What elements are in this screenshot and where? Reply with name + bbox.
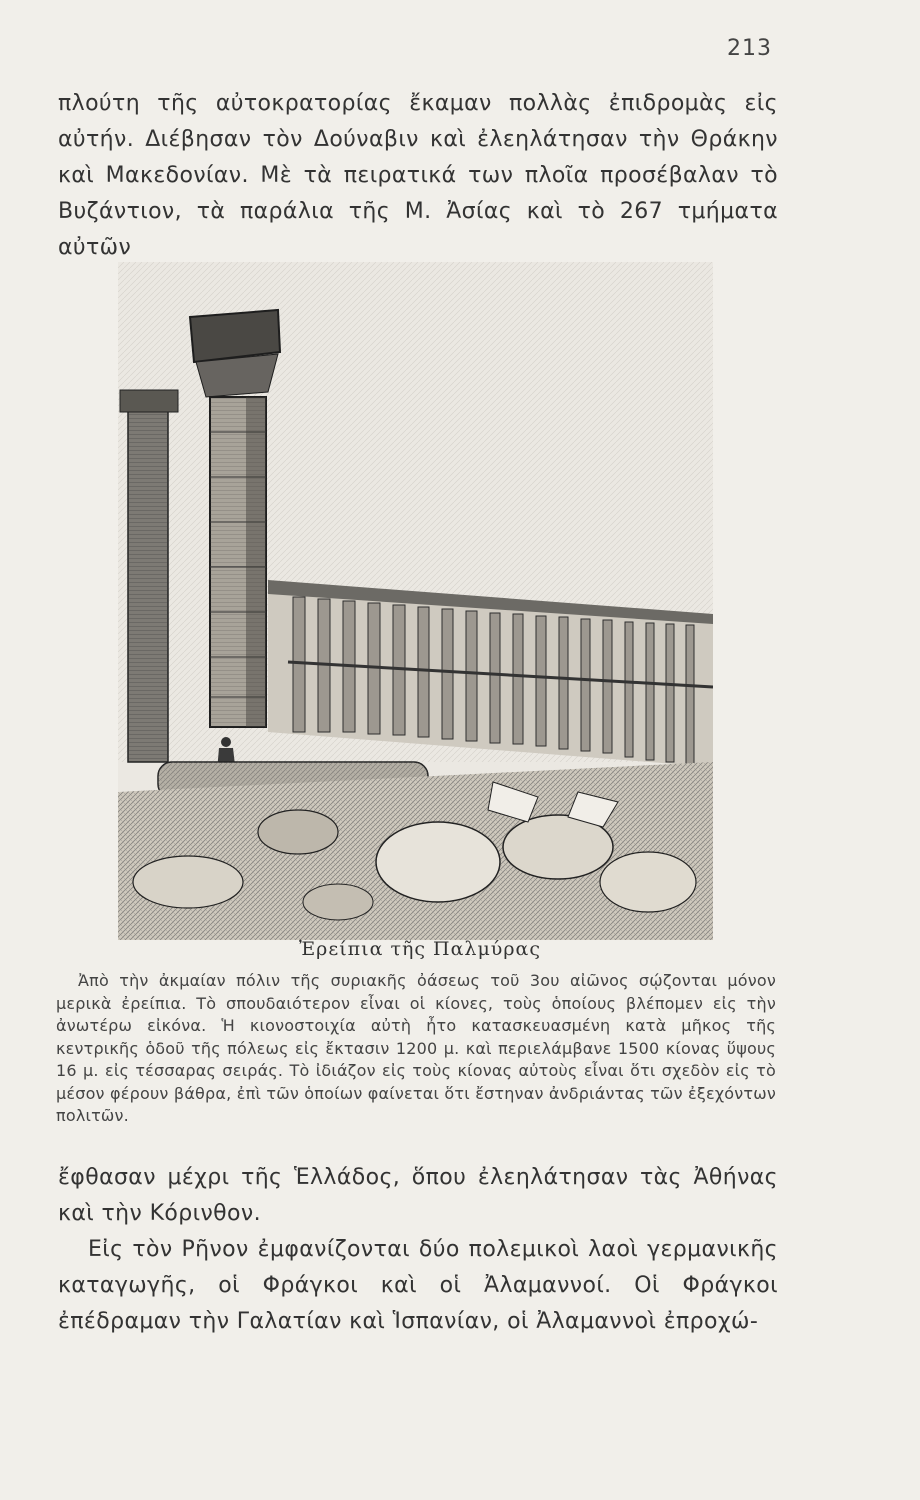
- figure-caption-title: Ἐρείπια τῆς Παλμύρας: [298, 938, 542, 960]
- palmyra-ruins-engraving: [118, 262, 713, 940]
- top-paragraph-block: [58, 86, 778, 266]
- figure-caption-text: Ἀπὸ τὴν ἀκμαίαν πόλιν τῆς συριακῆς ὀάσεως τοῦ 3ου αἰῶνος σῴζονται μόνον μερικὰ ἐρείπια. Τὸ σπουδαιότερον εἶναι οἱ κίονες, τοὺς ὁποίους βλέπομεν εἰς τὴν ἀνωτέρω εἰκόνα. Ἡ κιονοστοιχία αὐτὴ ἦτο κατασκευασμένη κατὰ μῆκος τῆς κεντρικῆς ὁδοῦ τῆς πόλεως εἰς ἔκτασιν 1200 μ. καὶ περιελάμβανε 1500 κίονας ὕψους 16 μ. εἰς τέσσαρας σειράς. Τὸ ἰδιάζον εἰς τοὺς κίονας αὐτοὺς εἶναι ὅτι σχεδὸν εἰς τὸ μέσον φέρουν βάθρα, ἐπὶ τῶν ὁποίων φαίνεται ὅτι ἔστηναν ἀνδριάντας τῶν ἐξεχόντων πολιτῶν.: [56, 971, 776, 1125]
- engraving-illustration: [118, 262, 713, 940]
- figure-caption-text-block: [56, 970, 776, 1128]
- rubble-ground: [118, 762, 713, 940]
- bottom-paragraph-2: Εἰς τὸν Ρῆνον ἐμφανίζονται δύο πολεμικοὶ λαοὶ γερμανικῆς καταγωγῆς, οἱ Φράγκοι καὶ οἱ Ἀλαμαννοί. Οἱ Φράγκοι ἐπέδραμαν τὴν Γαλατίαν καὶ Ἱσπανίαν, οἱ Ἀλαμαννοὶ ἐπροχώ-: [58, 1237, 778, 1334]
- top-paragraph: πλούτη τῆς αὐτοκρατορίας ἔκαμαν πολλὰς ἐπιδρομὰς εἰς αὐτήν. Διέβησαν τὸν Δούναβιν καὶ ἐλεηλάτησαν τὴν Θράκην καὶ Μακεδονίαν. Μὲ τὰ πειρατικά των πλοῖα προσέβαλαν τὸ Βυζάντιον, τὰ παράλια τῆς Μ. Ἀσίας καὶ τὸ 267 τμήματα αὐτῶν: [58, 91, 778, 260]
- bottom-text-block: [58, 1160, 778, 1340]
- page-number: 213: [727, 36, 772, 61]
- bottom-paragraph-1: ἔφθασαν μέχρι τῆς Ἑλλάδος, ὅπου ἐλεηλάτησαν τὰς Ἀθήνας καὶ τὴν Κόρινθον.: [58, 1165, 778, 1226]
